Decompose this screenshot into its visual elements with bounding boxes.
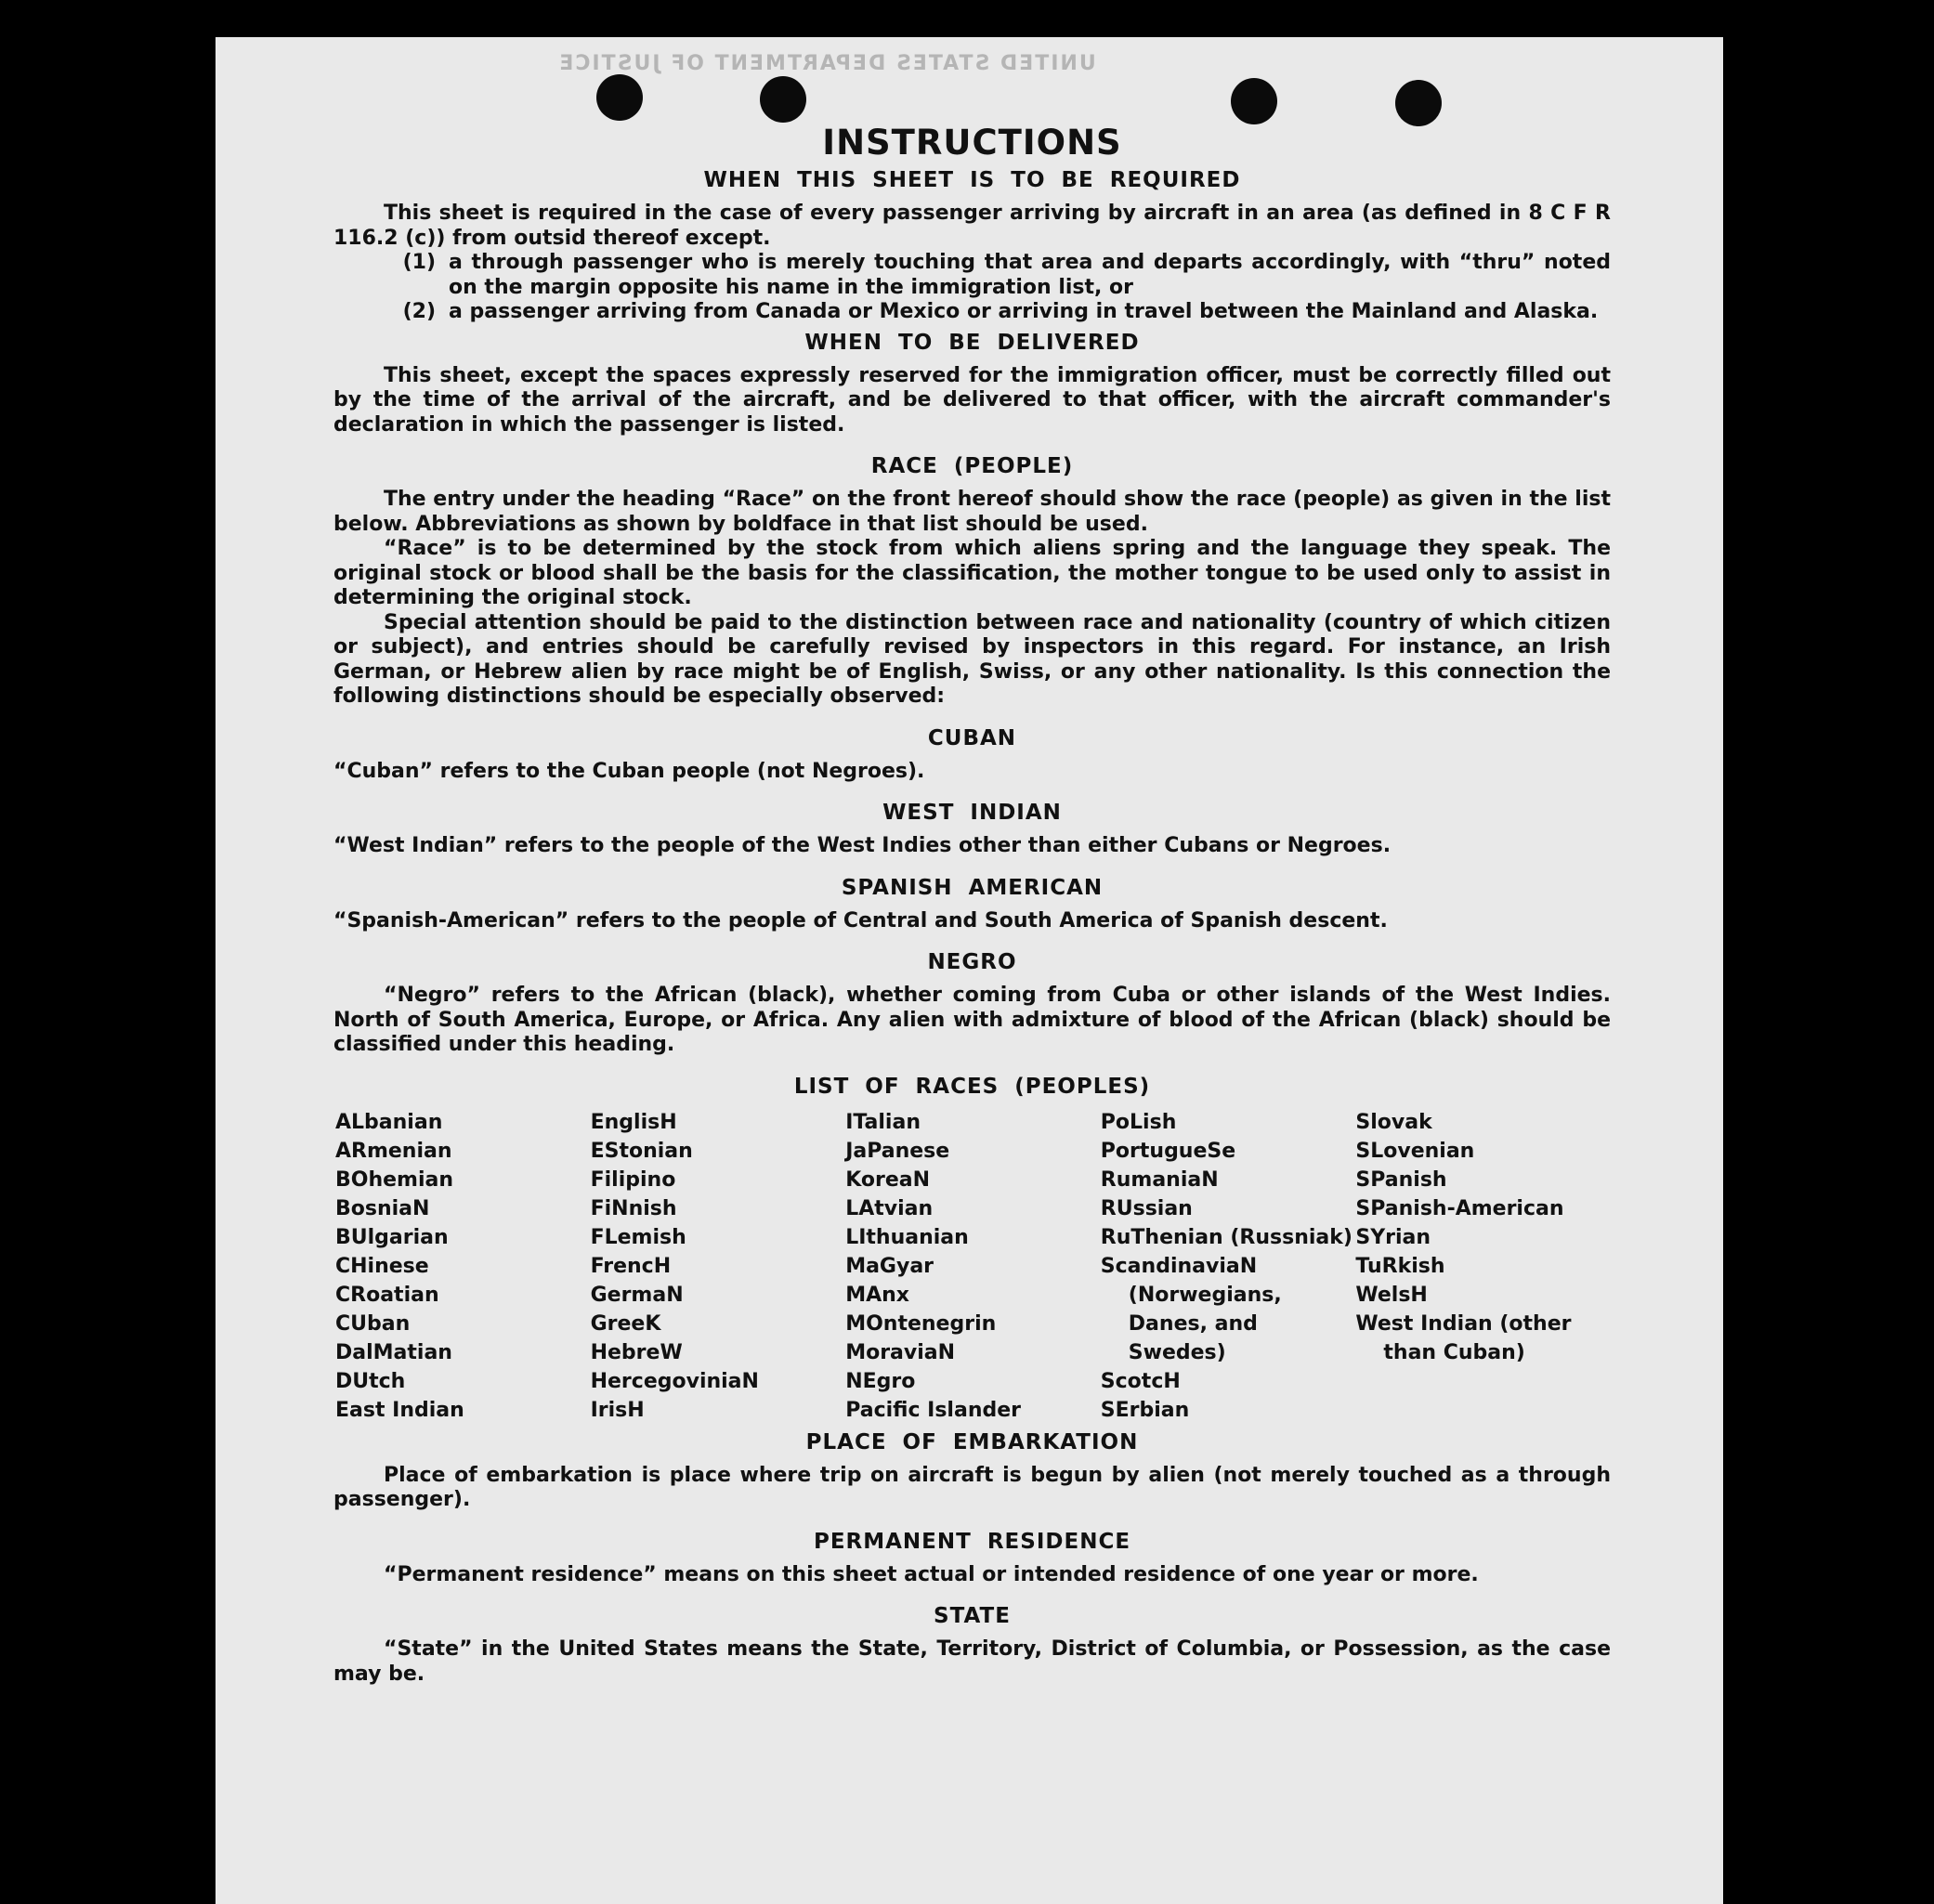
race-item: DalMatian <box>335 1340 452 1364</box>
race-item: RUssian <box>1100 1196 1193 1220</box>
punch-hole <box>760 76 806 123</box>
heading-race: RACE (PEOPLE) <box>870 454 1074 478</box>
race-item: SErbian <box>1100 1398 1190 1422</box>
races-column <box>1355 1108 1611 1425</box>
race-item: BOhemian <box>335 1167 454 1192</box>
race-item: ScotcH <box>1100 1369 1181 1393</box>
race-item: GermaN <box>590 1283 684 1307</box>
item-text: a passenger arriving from Canada or Mexico or arriving in travel between the Mainland and Alaska. <box>449 300 1599 323</box>
punch-hole <box>1231 78 1277 124</box>
race-item: GreeK <box>590 1311 661 1336</box>
punch-hole <box>596 74 643 121</box>
race-item: IrisH <box>590 1398 645 1422</box>
instructions-content <box>333 123 1611 1687</box>
embarkation-text: Place of embarkation is place where trip on aircraft is begun by alien (not merely touched as a through passenger). <box>333 1463 1611 1511</box>
race-item: CRoatian <box>335 1283 439 1307</box>
race-item: CUban <box>335 1311 411 1336</box>
heading-when-delivered: WHEN TO BE DELIVERED <box>804 330 1140 355</box>
race-item: MoraviaN <box>845 1340 956 1364</box>
race-item: LIthuanian <box>845 1225 969 1249</box>
when-delivered-text: This sheet, except the spaces expressly reserved for the immigration officer, must be correctly filled out by the time of the arrival of the aircraft, and be delivered to that officer, with the aircraft commander's declaration in which the passenger is listed. <box>333 363 1611 437</box>
races-column <box>335 1108 591 1425</box>
race-item: SLovenian <box>1355 1139 1475 1163</box>
race-item: KoreaN <box>845 1167 930 1192</box>
race-item: ARmenian <box>335 1139 452 1163</box>
heading-state: STATE <box>934 1604 1011 1628</box>
race-item: SPanish <box>1355 1167 1447 1192</box>
heading-when-required: WHEN THIS SHEET IS TO BE REQUIRED <box>703 168 1241 192</box>
race-item: HebreW <box>590 1340 683 1364</box>
heading-spanish-american: SPANISH AMERICAN <box>841 875 1104 900</box>
race-item: SYrian <box>1355 1225 1431 1249</box>
race-item: JaPanese <box>845 1139 950 1163</box>
heading-negro: NEGRO <box>927 950 1017 974</box>
west-indian-text: “West Indian” refers to the people of the West Indies other than either Cubans or Negroes. <box>333 834 1392 857</box>
race-item: Pacific Islander <box>845 1398 1022 1422</box>
races-column <box>591 1108 846 1425</box>
race-item: MAnx <box>845 1283 909 1307</box>
race-item: RuThenian (Russniak) <box>1100 1225 1352 1249</box>
when-required-intro: This sheet is required in the case of every passenger arriving by aircraft in an area (as defined in 8 C F R 116.2 (c)) from outsid thereof except. <box>333 202 1611 250</box>
race-item: Slovak <box>1355 1110 1432 1134</box>
race-item: LAtvian <box>845 1196 934 1220</box>
race-item: FiNnish <box>590 1196 677 1220</box>
race-item: HercegoviniaN <box>590 1369 759 1393</box>
race-item: ScandinaviaN (Norwegians, Danes, and Swedes) <box>1100 1254 1282 1364</box>
race-item: Filipino <box>590 1167 676 1192</box>
race-item: RumaniaN <box>1100 1167 1219 1192</box>
item-number: (1) <box>402 251 436 274</box>
punch-hole <box>1395 80 1442 126</box>
race-item: East Indian <box>335 1398 464 1422</box>
heading-west-indian: WEST INDIAN <box>882 801 1062 825</box>
negro-text: “Negro” refers to the African (black), whether coming from Cuba or other islands of the West Indies. North of South America, Europe, or Africa. Any alien with admixture of blood of the African (black) should be classified under this heading. <box>333 984 1611 1056</box>
heading-list-of-races: LIST OF RACES (PEOPLES) <box>793 1074 1151 1099</box>
race-item: WelsH <box>1355 1283 1428 1307</box>
race-item: DUtch <box>335 1369 406 1393</box>
page-title: INSTRUCTIONS <box>822 123 1122 163</box>
race-paragraph: Special attention should be paid to the distinction between race and nationality (country of which citizen or subject), and entries should be carefully revised by inspectors in this regard. For instance, an Irish German, or Hebrew alien by race might be of English, Swiss, or any other nationality. Is this connection the following distinctions should be especially observed: <box>333 610 1611 708</box>
race-item: BUlgarian <box>335 1225 449 1249</box>
cuban-text: “Cuban” refers to the Cuban people (not Negroes). <box>333 759 925 783</box>
races-list <box>335 1108 1611 1425</box>
race-item: SPanish-American <box>1355 1196 1564 1220</box>
heading-embarkation: PLACE OF EMBARKATION <box>805 1429 1139 1454</box>
item-number: (2) <box>402 300 436 323</box>
heading-cuban: CUBAN <box>927 725 1017 750</box>
race-item: West Indian (other than Cuban) <box>1355 1311 1572 1364</box>
race-item: NEgro <box>845 1369 916 1393</box>
races-column <box>1101 1108 1356 1425</box>
race-item: TuRkish <box>1355 1254 1445 1278</box>
races-column <box>845 1108 1101 1425</box>
race-item: CHinese <box>335 1254 429 1278</box>
heading-permanent-residence: PERMANENT RESIDENCE <box>813 1529 1131 1554</box>
race-item: EStonian <box>590 1139 693 1163</box>
spanish-american-text: “Spanish-American” refers to the people of Central and South America of Spanish descent. <box>333 908 1388 932</box>
item-text: a through passenger who is merely touching that area and departs accordingly, with “thru” noted on the margin opposite his name in the immigration list, or <box>449 251 1611 299</box>
race-paragraph: The entry under the heading “Race” on the front hereof should show the race (people) as given in the list below. Abbreviations as shown by boldface in that list should be used. <box>333 488 1611 536</box>
race-item: EnglisH <box>590 1110 677 1134</box>
bleed-through-header: UNITED STATES DEPARTMENT OF JUSTICE <box>557 52 1096 75</box>
residence-text: “Permanent residence” means on this sheet actual or intended residence of one year or more. <box>384 1562 1479 1586</box>
race-item: PortugueSe <box>1100 1139 1236 1163</box>
race-item: FrencH <box>590 1254 672 1278</box>
exception-item <box>333 300 1611 325</box>
race-paragraph: “Race” is to be determined by the stock from which aliens spring and the language they speak. The original stock or blood shall be the basis for the classification, the mother tongue to be used only to assist in determining the original stock. <box>333 537 1611 609</box>
state-text: “State” in the United States means the State, Territory, District of Columbia, or Possession, as the case may be. <box>333 1637 1611 1686</box>
race-item: FLemish <box>590 1225 686 1249</box>
race-item: ALbanian <box>335 1110 443 1134</box>
race-item: BosniaN <box>335 1196 430 1220</box>
exception-item <box>333 251 1611 300</box>
race-item: MOntenegrin <box>845 1311 997 1336</box>
race-item: MaGyar <box>845 1254 934 1278</box>
race-item: ITalian <box>845 1110 921 1134</box>
race-item: PoLish <box>1100 1110 1177 1134</box>
